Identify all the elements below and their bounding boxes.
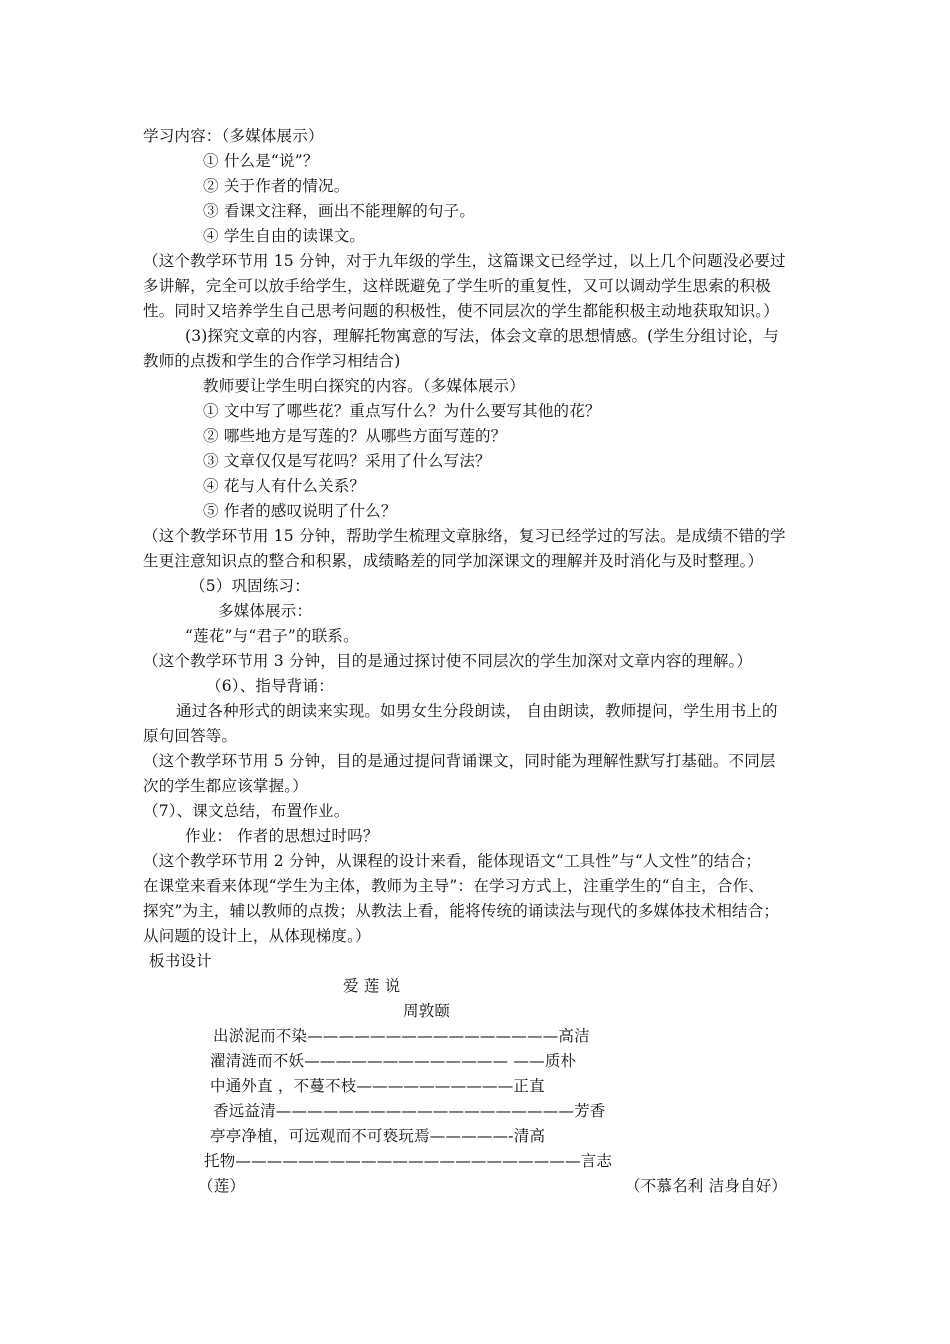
board-design-heading: 板书设计: [149, 952, 212, 970]
paragraph-line: 多媒体展示：: [218, 602, 313, 620]
board-row: 亭亭净植，可远观而不可亵玩焉—————-清高: [210, 1127, 546, 1145]
paragraph-line: 探究”为主，辅以教师的点拨；从教法上看，能将传统的诵读法与现代的多媒体技术相结合；: [143, 902, 780, 920]
board-row: 出淤泥而不染————————————————高洁: [213, 1027, 590, 1045]
list-item: ① 什么是“说”？: [203, 152, 319, 170]
board-left-note: （莲）: [198, 1177, 246, 1195]
board-author: 周敦颐: [403, 1002, 451, 1020]
list-item: ② 哪些地方是写莲的？从哪些方面写莲的？: [203, 427, 507, 445]
section-heading-learning-content: 学习内容：（多媒体展示）: [143, 127, 324, 145]
step-heading-5: （5）巩固练习：: [190, 577, 310, 595]
paragraph-line: 多讲解，完全可以放手给学生，这样既避免了学生听的重复性，又可以调动学生思索的积极: [143, 277, 772, 295]
paragraph-line: （这个教学环节用 3 分钟，目的是通过探讨使不同层次的学生加深对文章内容的理解。）: [143, 652, 753, 670]
board-row: 中通外直 ，不蔓不枝——————————正直: [210, 1077, 545, 1095]
board-title: 爱 莲 说: [343, 977, 401, 995]
paragraph-line: 原句回答等。: [143, 727, 238, 745]
paragraph-line: （这个教学环节用 15 分钟，对于九年级的学生，这篇课文已经学过，以上几个问题没必要过: [143, 252, 786, 270]
list-item: ③ 文章仅仅是写花吗？采用了什么写法？: [203, 452, 491, 470]
board-row: 托物——————————————————————言志: [204, 1152, 613, 1170]
paragraph-line: “莲花”与“君子”的联系。: [185, 627, 359, 645]
step-heading-7: （7）、课文总结，布置作业。: [143, 802, 350, 820]
paragraph-line: 从问题的设计上，从体现梯度。）: [143, 927, 371, 945]
paragraph-line: 生更注意知识点的整合和积累，成绩略差的同学加深课文的理解并及时消化与及时整理。）: [143, 552, 764, 570]
list-item: ③ 看课文注释，画出不能理解的句子。: [203, 202, 476, 220]
paragraph-line: 作业： 作者的思想过时吗？: [185, 827, 379, 845]
board-row: 香远益清———————————————————芳香: [213, 1102, 606, 1120]
paragraph-line: 在课堂来看来体现“学生为主体，教师为主导”：在学习方式上，注重学生的“自主，合作、: [143, 877, 764, 895]
paragraph-line: （这个教学环节用 5 分钟，目的是通过提问背诵课文，同时能为理解性默写打基础。不同层: [143, 752, 776, 770]
board-row: 濯清涟而不妖————————————— ——质朴: [210, 1052, 577, 1070]
paragraph-line: （这个教学环节用 15 分钟，帮助学生梳理文章脉络，复习已经学过的写法。是成绩不错的学: [143, 527, 786, 545]
paragraph-line: 性。同时又培养学生自己思考问题的积极性，使不同层次的学生都能积极主动地获取知识。）: [143, 302, 779, 320]
paragraph-line: 通过各种形式的朗读来实现。如男女生分段朗读， 自由朗读，教师提问，学生用书上的: [176, 702, 778, 720]
list-item: ⑤ 作者的感叹说明了什么？: [203, 502, 397, 520]
paragraph-line: 次的学生都应该掌握。）: [143, 777, 308, 795]
list-item: ④ 花与人有什么关系？: [203, 477, 366, 495]
board-right-note: （不慕名利 洁身自好）: [625, 1177, 788, 1195]
paragraph-line: 教师要让学生明白探究的内容。（多媒体展示）: [203, 377, 525, 395]
step-heading-6: （6）、指导背诵：: [206, 677, 334, 695]
step-heading-3: (3)探究文章的内容，理解托物寓意的写法，体会文章的思想情感。(学生分组讨论，与: [185, 327, 780, 345]
list-item: ④ 学生自由的读课文。: [203, 227, 366, 245]
list-item: ② 关于作者的情况。: [203, 177, 350, 195]
paragraph-line: 教师的点拨和学生的合作学习相结合): [143, 352, 401, 370]
list-item: ① 文中写了哪些花？重点写什么？为什么要写其他的花？: [203, 402, 601, 420]
paragraph-line: （这个教学环节用 2 分钟，从课程的设计来看，能体现语文“工具性”与“人文性”的结合；: [143, 852, 762, 870]
